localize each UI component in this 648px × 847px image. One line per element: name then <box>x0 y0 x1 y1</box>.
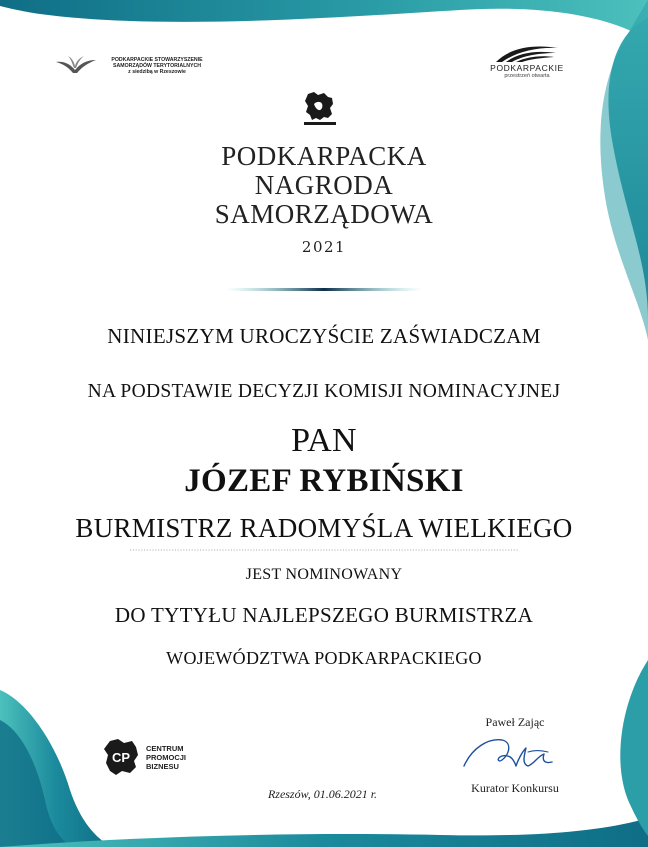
salutation: PAN <box>291 422 357 459</box>
podkarpackie-tagline: przestrzeń otwarta <box>504 73 550 79</box>
association-name-line-2: SAMORZĄDÓW TERYTORIALNYCH <box>113 63 201 69</box>
association-name <box>102 57 212 75</box>
cpb-name-line-2: PROMOCJI <box>146 753 187 762</box>
podkarpackie-brand: PODKARPACKIE <box>490 63 564 73</box>
association-name-line-1: PODKARPACKIE STOWARZYSZENIE <box>111 57 203 63</box>
region-map-emblem-icon <box>302 90 338 130</box>
award-title-line-3: SAMORZĄDOWA <box>214 199 434 229</box>
cpb-name-line-3: BIZNESU <box>146 762 179 771</box>
nomination-status: JEST NOMINOWANY <box>245 566 403 583</box>
recipient-name: JÓZEF RYBIŃSKI <box>184 463 464 499</box>
award-title <box>0 142 648 229</box>
place-and-date: Rzeszów, 01.06.2021 r. <box>267 787 378 801</box>
certify-statement: NINIEJSZYM UROCZYŚCIE ZAŚWIADCZAM <box>107 324 541 348</box>
signatory-role: Kurator Konkursu <box>471 781 559 795</box>
cpb-map-logo-icon <box>102 737 142 777</box>
award-title-line-1: PODKARPACKA <box>221 141 427 171</box>
award-year: 2021 <box>301 238 347 256</box>
podkarpackie-swoosh-logo-icon <box>492 42 562 64</box>
association-name-line-3: z siedzibą w Rzeszowie <box>128 69 186 75</box>
recipient-position: BURMISTRZ RADOMYŚLA WIELKIEGO <box>75 513 573 543</box>
signatory-name: Paweł Zając <box>485 715 545 729</box>
cpb-name <box>146 744 186 771</box>
cpb-monogram: CP <box>111 750 131 765</box>
cpb-name-line-1: CENTRUM <box>146 744 184 753</box>
award-category-line-2: WOJEWÓDZTWA PODKARPACKIEGO <box>166 648 482 668</box>
award-title-line-2: NAGRODA <box>254 170 394 200</box>
handwritten-signature <box>458 730 568 780</box>
association-bird-logo-icon <box>54 54 98 76</box>
award-category-line-1: DO TYTYŁU NAJLEPSZEGO BURMISTRZA <box>114 603 534 627</box>
committee-decision: NA PODSTAWIE DECYZJI KOMISJI NOMINACYJNEJ <box>87 381 561 402</box>
